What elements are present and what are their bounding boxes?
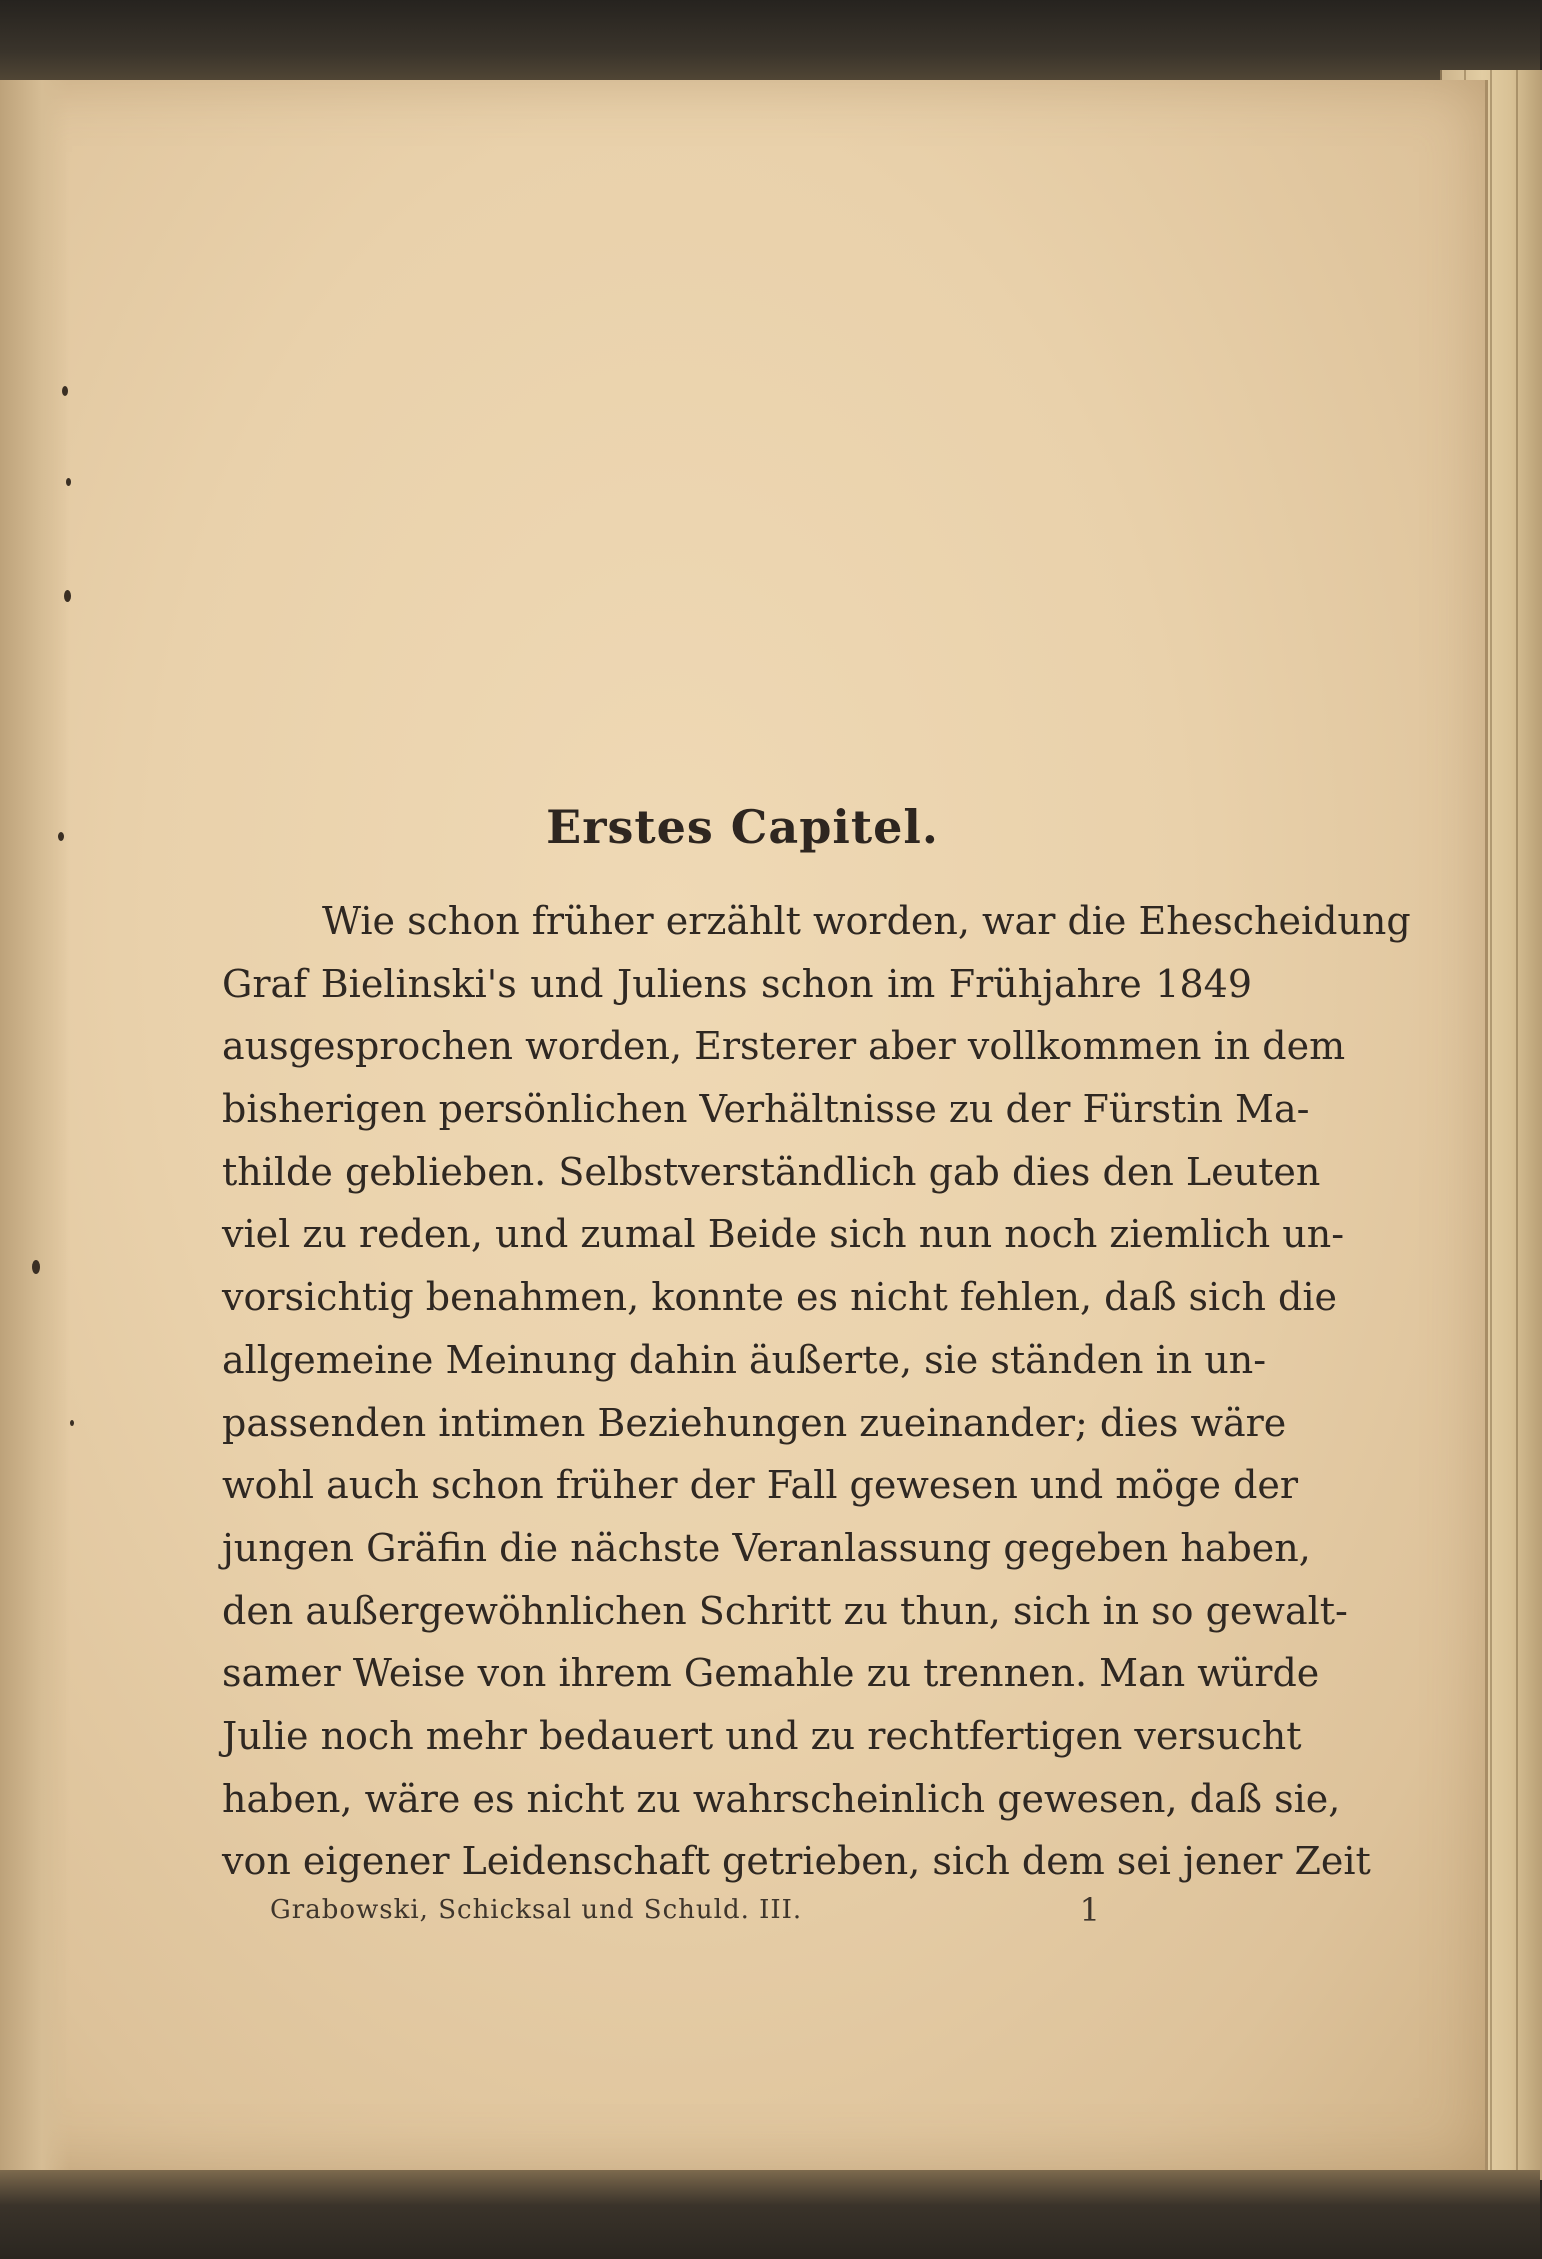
text-line: Wie schon früher erzählt worden, war die Ehescheidung [322,899,1411,943]
paper-speck [66,478,71,486]
chapter-title: Erstes Capitel. [546,800,939,854]
sheet-number: 1 [1079,1891,1100,1929]
text-line: Graf Bielinski's und Juliens schon im Frühjahre 1849 [222,961,1252,1006]
text-line: vorsichtig benahmen, konnte es nicht fehlen, daß sich die [222,1275,1338,1320]
page-gutter [0,80,70,2170]
text-line: viel zu reden, und zumal Beide sich nun noch ziemlich un- [222,1212,1345,1257]
paper-speck [70,1420,74,1426]
paper-speck [62,386,68,396]
text-line: passenden intimen Beziehungen zueinander; dies wäre [222,1400,1287,1445]
text-line: wohl auch schon früher der Fall gewesen und möge der [222,1463,1299,1508]
paper-speck [64,590,71,602]
text-line: Julie noch mehr bedauert und zu rechtfertigen versucht [222,1713,1302,1758]
chapter-paragraph [222,890,1411,1893]
text-line: den außergewöhnlichen Schritt zu thun, sich in so gewalt- [222,1588,1348,1633]
text-line: ausgesprochen worden, Ersterer aber vollkommen in dem [222,1024,1346,1069]
paper-speck [32,1260,40,1274]
text-line: bisherigen persönlichen Verhältnisse zu der Fürstin Ma- [222,1087,1310,1132]
signature-line: Grabowski, Schicksal und Schuld. III. [270,1895,803,1925]
text-line: thilde geblieben. Selbstverständlich gab dies den Leuten [222,1149,1321,1194]
book-binding-bottom [0,2170,1540,2259]
text-line: haben, wäre es nicht zu wahrscheinlich gewesen, daß sie, [222,1776,1341,1821]
text-line: jungen Gräfin die nächste Veranlassung gegeben haben, [222,1525,1311,1570]
text-line: von eigener Leidenschaft getrieben, sich dem sei jener Zeit [222,1839,1371,1884]
text-line: allgemeine Meinung dahin äußerte, sie ständen in un- [222,1337,1267,1382]
text-line: samer Weise von ihrem Gemahle zu trennen. Man würde [222,1651,1320,1696]
